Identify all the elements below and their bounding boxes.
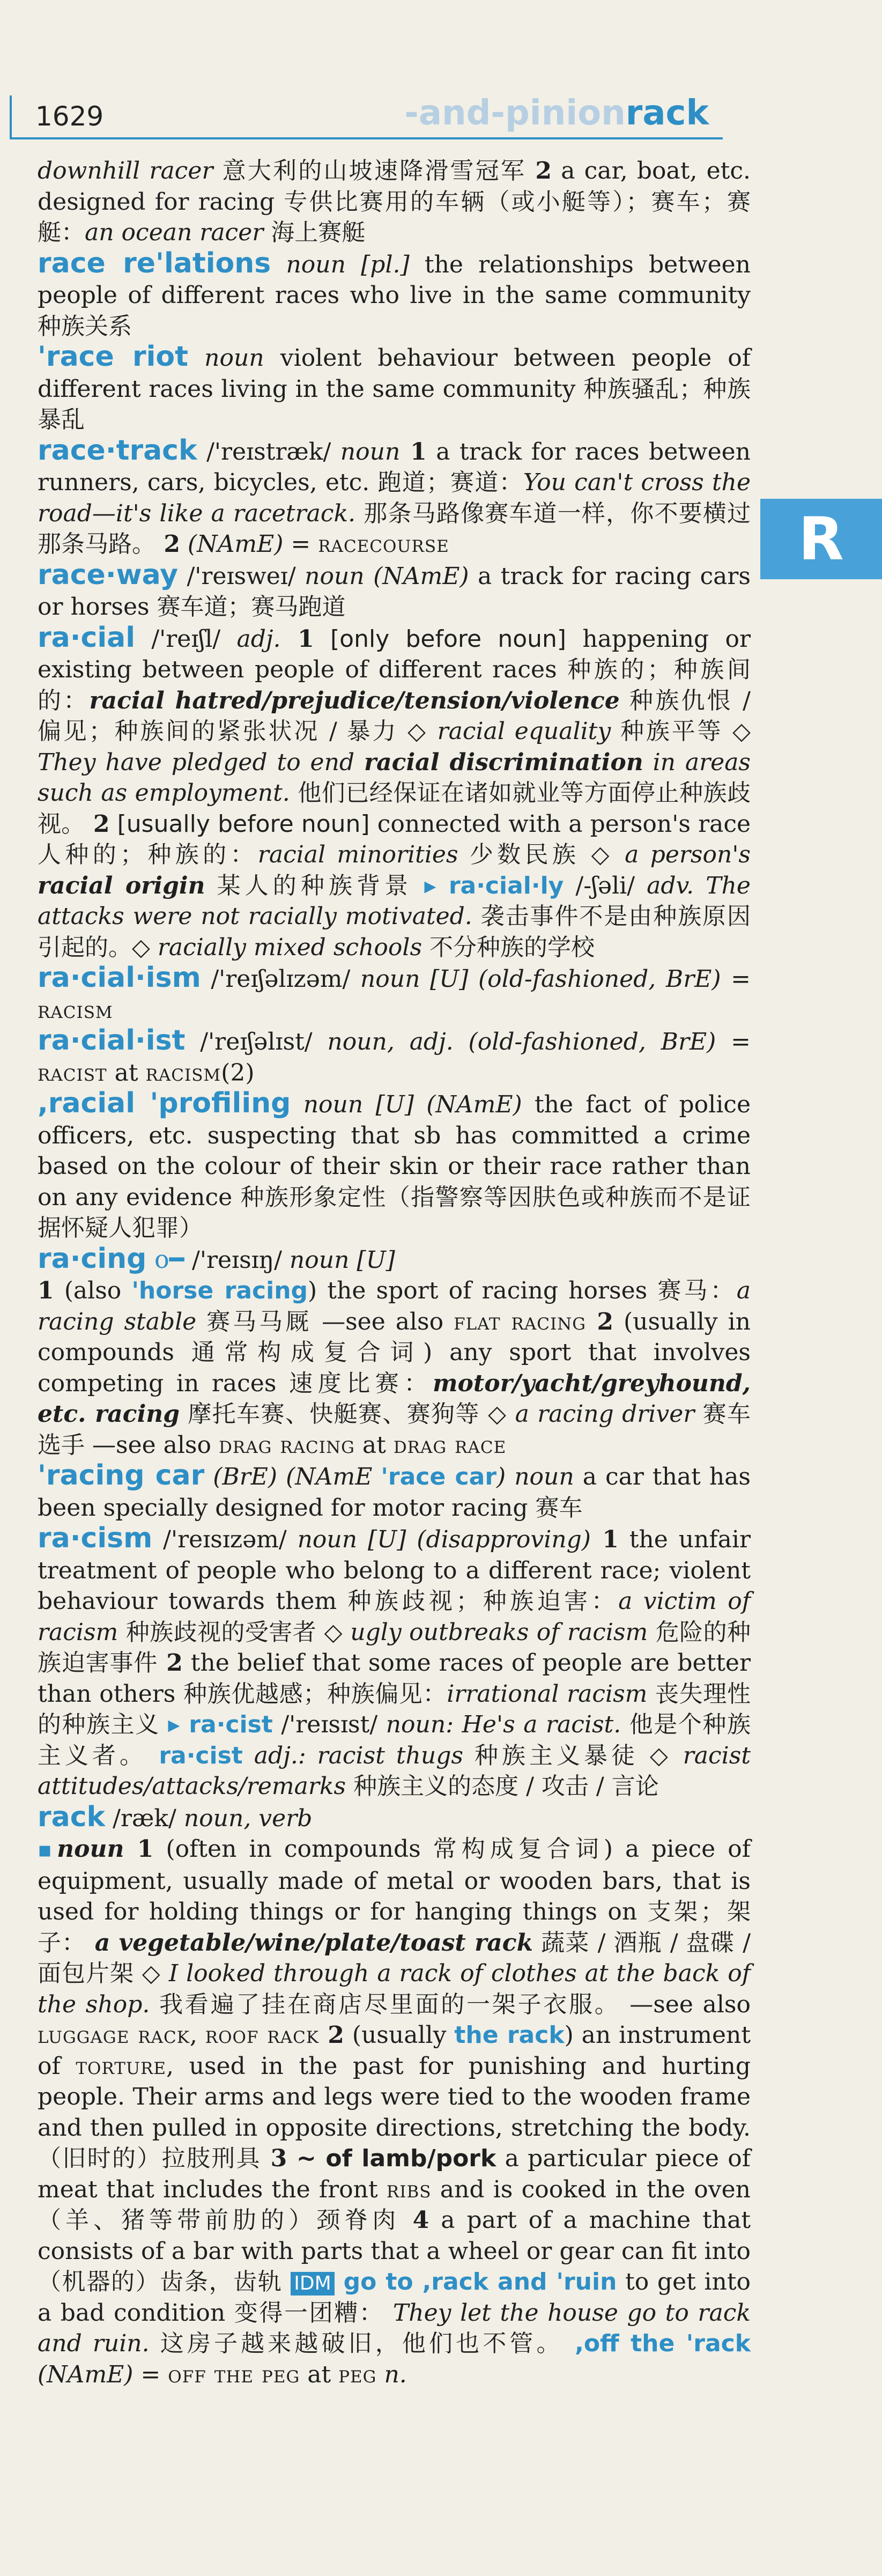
entry-racialist	[38, 1025, 751, 1088]
sense-number: 4	[400, 2206, 429, 2234]
grammar-label: noun:	[386, 1711, 454, 1738]
translation: 他是个种族主义者。	[38, 1711, 751, 1769]
derivative-arrow-icon: ▸	[168, 1711, 180, 1738]
pronunciation: /'reɪsweɪ/	[178, 562, 305, 590]
cross-reference: roof rack	[205, 2021, 319, 2049]
definition: connected with a person's race 人种的；种族的：	[38, 810, 751, 868]
grammar-label: ) noun	[496, 1463, 574, 1490]
pronunciation: /'reɪʃl/	[135, 625, 237, 653]
sense-number: 2	[155, 530, 180, 558]
sense-number: 1	[38, 1277, 54, 1304]
definition: a part of a machine that consists of a bar with parts that a wheel or gear can fit into（机器的）齿条，齿轨	[38, 2206, 751, 2295]
grammar-label: noun (NAmE)	[305, 562, 469, 590]
running-head-word: rack	[625, 93, 709, 133]
definition: a track for racing cars or horses 赛车道；赛马跑道	[38, 562, 751, 621]
entry-downhill-racer	[38, 156, 751, 248]
region-label: (BrE) (NAmE	[204, 1463, 381, 1490]
translation: 摩托车赛、快艇赛、赛狗等 ◇	[180, 1400, 515, 1428]
pronunciation: /'reɪʃəlɪst/	[185, 1028, 328, 1056]
example: racist thugs	[306, 1741, 463, 1769]
entry-rack	[38, 1802, 751, 1834]
cross-reference: racism	[38, 996, 113, 1024]
pattern: ~ of lamb/pork	[287, 2145, 496, 2172]
entry-raceway	[38, 560, 751, 623]
sense-number: 1	[400, 438, 427, 466]
header-rule-bottom	[10, 137, 723, 139]
header-rule-left	[10, 95, 12, 139]
entry-racialism	[38, 963, 751, 1025]
example: an ocean racer	[85, 219, 264, 246]
definition: to get into a bad condition 变得一团糟：	[38, 2268, 751, 2327]
example: racially mixed schools	[157, 933, 423, 961]
example: downhill racer	[38, 157, 213, 184]
definition: a track for races between runners, cars, bicycles, etc. 跑道；赛道：	[38, 438, 751, 496]
example: racial equality	[437, 718, 611, 745]
running-head-ghost: -and-pinion	[404, 93, 626, 133]
translation: 危险的种族迫害事件	[38, 1618, 751, 1677]
pronunciation: /'reɪʃəlɪzəm/	[201, 965, 360, 993]
example: They let the house go to rack and ruin.	[38, 2299, 751, 2357]
grammar-label: noun [U] (old-fashioned, BrE)	[360, 965, 721, 993]
label: [only before noun]	[314, 625, 583, 653]
pronunciation: /'reɪsɪŋ/	[192, 1246, 290, 1274]
example: The attacks were not racially motivated.	[38, 872, 751, 930]
definition: a car that has been specially designed for motor racing 赛车	[38, 1463, 751, 1522]
cross-reference: ribs	[386, 2175, 432, 2203]
derivative: ra·cist	[147, 1741, 243, 1769]
cross-reference: peg	[338, 2360, 377, 2388]
definition: the unfair treatment of people who belong to a different race; violent behaviour towards them 种族歧视；种族迫害：	[38, 1526, 751, 1615]
translation: 赛马马厩 —see also	[196, 1308, 454, 1335]
example: They have pledged to end	[38, 748, 364, 776]
example: ugly outbreaks of racism	[350, 1618, 648, 1646]
page-number: 1629	[35, 101, 104, 132]
sense-number: 2	[158, 1649, 183, 1677]
equals: =	[721, 965, 751, 993]
derivative: ra·cial·ly	[436, 872, 564, 899]
example: irrational racism	[447, 1680, 648, 1708]
headword: ra·cial	[38, 621, 136, 654]
example: racial minorities	[257, 841, 458, 868]
grammar-label: noun	[340, 438, 401, 466]
grammar-label: noun, adj. (old-fashioned, BrE)	[327, 1028, 716, 1056]
grammar-label: noun [U] (disapproving)	[297, 1526, 591, 1553]
translation: 种族主义暴徒 ◇	[463, 1741, 683, 1769]
headword: 'racing car	[38, 1459, 205, 1492]
idiom-marker: IDM	[291, 2272, 334, 2295]
grammar-label: adv.	[647, 872, 694, 899]
entry-race-riot	[38, 342, 751, 436]
translation: 这房子越来越破旧，他们也不管。	[149, 2330, 564, 2357]
cross-reference: off the peg	[168, 2360, 300, 2388]
grammar-label: noun	[204, 344, 264, 372]
entry-racing-car	[38, 1460, 751, 1523]
translation: 他们已经保证在诸如就业等方面停止种族歧视。	[38, 779, 751, 838]
definition: the belief that some races of people are better than others 种族优越感；种族偏见：	[38, 1649, 751, 1708]
grammar-label: adj.:	[242, 1741, 306, 1769]
example: a racing driver	[515, 1400, 695, 1428]
sense-number: 2	[586, 1308, 613, 1335]
derivative: ra·cist	[180, 1711, 273, 1738]
headword: ra·cial·ist	[38, 1024, 186, 1057]
idiom: go to ,rack and 'ruin	[334, 2268, 617, 2295]
variant: the rack	[454, 2021, 565, 2049]
translation: 种族平等 ◇	[611, 718, 751, 745]
thumb-index-tab: R	[760, 499, 882, 579]
entry-racetrack	[38, 436, 751, 560]
cross-reference: flat racing	[454, 1308, 587, 1335]
example: I looked through a rack of clothes at the back of the shop.	[38, 1960, 751, 2018]
example-collocation: racial discrimination	[364, 748, 643, 776]
example-collocation: racial origin	[38, 872, 205, 899]
separator: ,	[189, 2021, 205, 2049]
grammar-label: noun [U] (NAmE)	[303, 1091, 522, 1118]
also: (also	[54, 1277, 132, 1304]
cross-reference: racecourse	[318, 530, 449, 558]
page-header	[10, 95, 723, 146]
translation: 意大利的山坡速降滑雪冠军	[213, 157, 536, 184]
cross-reference: racist	[38, 1059, 107, 1087]
pronunciation: /-ʃəli/	[564, 872, 647, 899]
translation: 丧失理性的种族主义	[38, 1680, 751, 1738]
example: a person's	[625, 841, 751, 868]
sense-number: 1	[280, 625, 314, 653]
headword: ,racial 'profiling	[38, 1087, 291, 1119]
sense-number: 1	[124, 1835, 154, 1863]
derivative-arrow-icon: ▸	[424, 872, 436, 899]
variant: 'horse racing	[131, 1277, 308, 1304]
pos-square-icon: ▪	[38, 1837, 57, 1862]
translation: 我看遍了挂在商店尽里面的一架子衣服。 —see also	[150, 1990, 751, 2018]
connector: at	[300, 2360, 339, 2388]
headword: ra·cing	[38, 1242, 147, 1275]
label: (NAmE) =	[38, 2360, 168, 2388]
sense-ref: (2)	[221, 1059, 255, 1087]
connector: at	[107, 1059, 146, 1087]
running-head	[404, 93, 709, 133]
translation: 袭击事件不是由种族原因引起的。◇	[38, 903, 751, 961]
grammar-label: noun, verb	[183, 1804, 313, 1832]
label: [usually before noun]	[109, 810, 377, 838]
cross-reference: racism	[145, 1059, 221, 1087]
grammar-label: n.	[376, 2360, 407, 2388]
example: racist attitudes/attacks/remarks	[38, 1741, 751, 1800]
headword: race re'lations	[38, 247, 271, 279]
entry-racial-profiling	[38, 1088, 751, 1244]
example: a victim of racism	[38, 1588, 751, 1646]
entry-race-relations	[38, 248, 751, 342]
cross-reference: drag racing	[219, 1431, 355, 1459]
equals: =	[716, 1028, 751, 1056]
translation: 蔬菜 / 酒瓶 / 盘碟 / 面包片架 ◇	[38, 1929, 751, 1987]
translation: 少数民族 ◇	[458, 841, 625, 868]
definition: happening or existing between people of different races 种族的；种族间的：	[38, 625, 751, 714]
headword: 'race riot	[38, 341, 189, 373]
sense-number: 1	[590, 1526, 619, 1553]
connector: at	[354, 1431, 394, 1459]
grammar-label: noun [U]	[289, 1246, 395, 1274]
pronunciation: /'reɪstræk/	[197, 438, 340, 466]
cross-reference: drag race	[393, 1431, 507, 1459]
definition: the fact of police officers, etc. suspecting that sb has committed a crime based on the colour of their skin or their race rather than on any evidence 种族形象定性（指警察等因肤色或种族而不是证据怀疑人犯罪）	[38, 1091, 751, 1242]
pronunciation: /'reɪsɪst/	[272, 1711, 386, 1738]
headword: ra·cial·ism	[38, 962, 201, 994]
key-icon: o━	[146, 1244, 192, 1274]
cross-reference: torture	[76, 2052, 167, 2080]
variant: 'race car	[381, 1463, 497, 1490]
entry-racial	[38, 623, 751, 963]
translation: 不分种族的学校	[422, 933, 595, 961]
also: (usually	[344, 2021, 455, 2049]
headword: rack	[38, 1800, 106, 1833]
definition: and is cooked in the oven（羊、猪等带前肋的）颈脊肉	[38, 2175, 751, 2234]
entry-racing	[38, 1244, 751, 1461]
definition: ) the sport of racing horses 赛马：	[308, 1277, 737, 1304]
translation: 海上赛艇	[263, 219, 366, 246]
headword: ra·cism	[38, 1522, 153, 1554]
definition: the relationships between people of different races who live in the same community 种族关系	[38, 250, 751, 340]
idiom: ,off the 'rack	[563, 2330, 751, 2357]
definition: violent behaviour between people of different races living in the same community 种族骚乱；种族暴乱	[38, 344, 751, 433]
translation: 赛车选手 —see also	[38, 1400, 751, 1459]
pronunciation: /'reɪsɪzəm/	[152, 1526, 298, 1553]
translation: 那条马路像赛车道一样，你不要横过那条马路。	[38, 499, 751, 558]
sense-number: 2	[319, 2021, 344, 2049]
definition: (usually in compounds 通常构成复合词) any sport that involves competing in races 速度比赛：	[38, 1308, 751, 1397]
sense-number: 2	[85, 810, 110, 838]
example: He's a racist.	[454, 1711, 621, 1738]
translation: 种族主义的态度 / 攻击 / 言论	[346, 1773, 659, 1800]
definition: a car, boat, etc. designed for racing 专供比赛用的车辆（或小艇等）；赛车；赛艇：	[38, 157, 751, 246]
translation: 某人的种族背景	[205, 872, 425, 899]
headword: race·way	[38, 558, 179, 591]
example: racial hatred/prejudice/tension/violence	[89, 687, 620, 714]
entry-rack-noun	[38, 1834, 751, 2390]
pronunciation: /ræk/	[105, 1804, 184, 1832]
example: a vegetable/wine/plate/toast rack	[86, 1929, 533, 1957]
example: motor/yacht/greyhound, etc. racing	[38, 1369, 751, 1428]
dictionary-column	[38, 156, 751, 2390]
definition: (often in compounds 常构成复合词) a piece of equipment, usually made of metal or wooden bars, that is used for holding things or for hanging things on 支架；架子：	[38, 1835, 751, 1957]
example: You can't cross the road—it's like a racetrack.	[38, 469, 751, 527]
translation: 种族歧视的受害者 ◇	[118, 1618, 351, 1646]
label: (NAmE) =	[180, 530, 318, 558]
definition: ) an instrument of	[38, 2021, 751, 2080]
grammar-label: adj.	[236, 625, 281, 653]
example: in areas such as employment.	[38, 748, 751, 807]
grammar-label: noun [pl.]	[286, 250, 410, 278]
translation: 种族仇恨 / 偏见；种族间的紧张状况 / 暴力 ◇	[38, 687, 751, 745]
sense-number: 2	[535, 157, 552, 184]
headword: race·track	[38, 434, 197, 467]
entry-racism	[38, 1523, 751, 1802]
sense-number: 3	[261, 2145, 287, 2172]
definition: , used in the past for punishing and hurting people. Their arms and legs were tied to the wooden frame and then pulled in opposite directions, stretching the body. （旧时的）拉肢刑具	[38, 2052, 751, 2172]
cross-reference: luggage rack	[38, 2021, 190, 2049]
example: a racing stable	[38, 1277, 751, 1335]
definition: a particular piece of meat that includes the front	[38, 2145, 751, 2203]
part-of-speech: noun	[57, 1835, 124, 1863]
